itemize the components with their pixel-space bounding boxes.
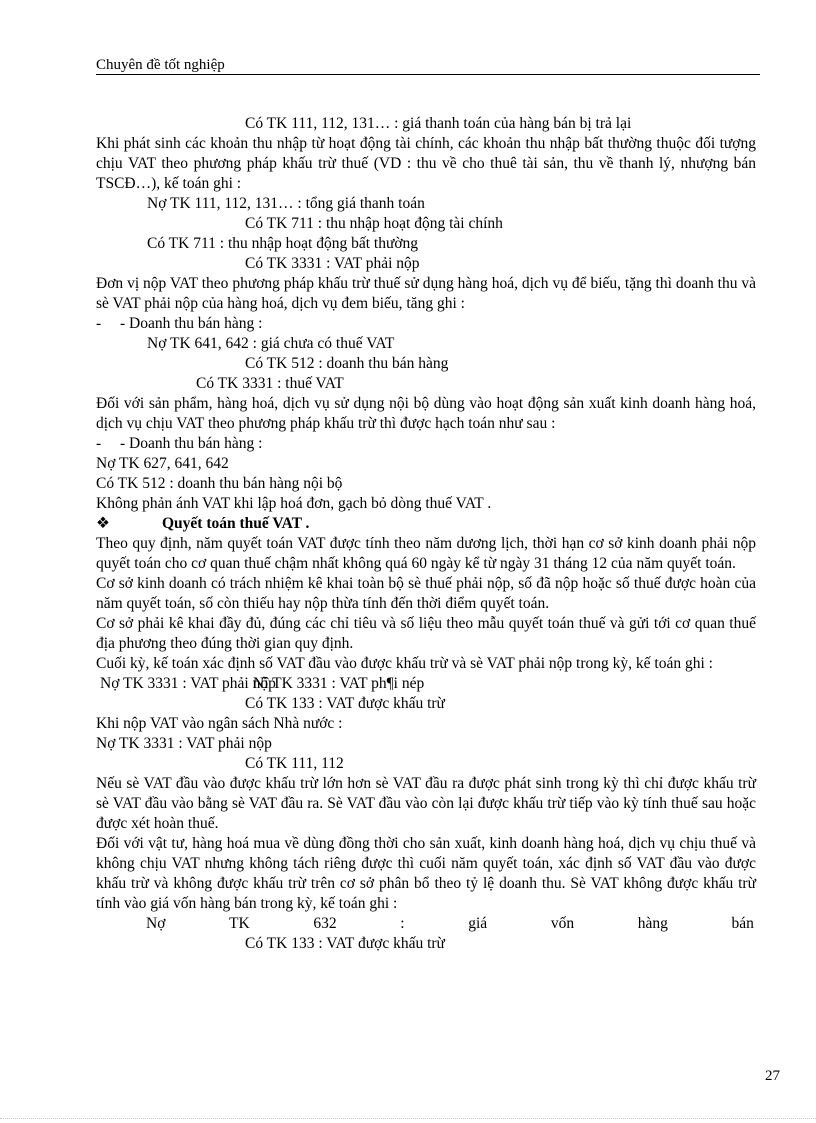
- section-heading-text: Quyết toán thuế VAT .: [162, 515, 310, 532]
- debit-entry-garbled: Nî TK 3331 : VAT ph¶i nép: [253, 675, 425, 692]
- word: TK: [229, 915, 250, 932]
- text-line: Có TK 512 : doanh thu bán hàng nội bộ: [96, 475, 343, 492]
- text-line: Nợ TK 111, 112, 131… : tổng giá thanh toán: [147, 195, 425, 212]
- diamond-bullet-icon: ❖: [96, 515, 110, 532]
- page-bottom-rule: [0, 1118, 816, 1119]
- paragraph: Cơ sở phải kê khai đầy đủ, đúng các chỉ tiêu và số liệu theo mẫu quyết toán thuế và gửi tới cơ quan thuế địa phương theo đúng thời gian quy định.: [96, 615, 756, 652]
- list-item-label: - Doanh thu bán hàng :: [120, 435, 263, 452]
- dash-marker: -: [96, 315, 102, 332]
- body-text: [96, 114, 756, 954]
- text-line: Có TK 133 : VAT được khấu trừ: [245, 935, 445, 952]
- section-heading: [96, 514, 756, 534]
- word: :: [400, 915, 405, 932]
- text-line: Nợ TK 627, 641, 642: [96, 455, 229, 472]
- entry-pair: [96, 674, 756, 694]
- word: 632: [313, 915, 337, 932]
- page-number: 27: [765, 1068, 780, 1084]
- text-line: Có TK 111, 112: [245, 755, 344, 772]
- page-header: Chuyên đề tốt nghiệp: [96, 57, 225, 73]
- list-item-label: - Doanh thu bán hàng :: [120, 315, 263, 332]
- list-item: [96, 434, 756, 454]
- word: vốn: [550, 915, 575, 932]
- spread-entry-line: [96, 914, 756, 934]
- paragraph: Cuối kỳ, kế toán xác định số VAT đầu vào được khấu trừ và sè VAT phải nộp trong kỳ, kế toán ghi :: [96, 655, 713, 672]
- text-line: Có TK 711 : thu nhập hoạt động bất thường: [147, 235, 419, 252]
- text-line: Có TK 3331 : thuế VAT: [196, 375, 344, 392]
- paragraph: Đối với sản phẩm, hàng hoá, dịch vụ sử dụng nội bộ dùng vào hoạt động sản xuất kinh doanh hàng hoá, dịch vụ chịu VAT theo phương pháp khấu trừ thì được hạch toán như sau :: [96, 395, 756, 432]
- text-line: Khi nộp VAT vào ngân sách Nhà nước :: [96, 715, 343, 732]
- text-line: Có TK 111, 112, 131… : giá thanh toán của hàng bán bị trả lại: [245, 115, 632, 132]
- paragraph: Đối với vật tư, hàng hoá mua về dùng đồng thời cho sản xuất, kinh doanh hàng hoá, dịch vụ chịu thuế và không chịu VAT nhưng không tách riêng được thì cuối năm quyết toán, xác định số VAT đầu vào được khấu trừ và không được khấu trừ trên cơ sở phân bổ theo tỷ lệ doanh thu. Sè VAT không được khấu trừ tính vào giá vốn hàng bán trong kỳ, kế toán ghi :: [96, 835, 756, 912]
- text-line: Có TK 133 : VAT được khấu trừ: [245, 695, 445, 712]
- dash-marker: -: [96, 435, 102, 452]
- header-rule: [96, 74, 760, 75]
- list-item: [96, 314, 756, 334]
- paragraph: Đơn vị nộp VAT theo phương pháp khấu trừ thuế sử dụng hàng hoá, dịch vụ để biếu, tặng thì doanh thu và sè VAT phải nộp của hàng hoá, dịch vụ đem biếu, tăng ghi :: [96, 275, 756, 312]
- debit-entry: Nợ TK 3331 : VAT phải nộp: [100, 675, 276, 692]
- word: hàng: [637, 915, 668, 932]
- paragraph: Nếu sè VAT đầu vào được khấu trừ lớn hơn sè VAT đầu ra được phát sinh trong kỳ thì chỉ được khấu trừ sè VAT đầu vào bằng sè VAT đầu ra. Sè VAT đầu vào còn lại được khấu trừ tiếp vào kỳ tính thuế sau hoặc được xét hoàn thuế.: [96, 775, 756, 832]
- paragraph: Theo quy định, năm quyết toán VAT được tính theo năm dương lịch, thời hạn cơ sở kinh doanh phải nộp quyết toán cho cơ quan thuế chậm nhất không quá 60 ngày kể từ ngày 31 tháng 12 của năm quyết toán.: [96, 535, 756, 572]
- word: Nợ: [146, 915, 166, 932]
- text-line: Có TK 512 : doanh thu bán hàng: [245, 355, 449, 372]
- paragraph: Cơ sở kinh doanh có trách nhiệm kê khai toàn bộ sè thuế phải nộp, số đã nộp hoặc số thuế được hoàn của năm quyết toán, số còn thiếu hay nộp thừa tính đến thời điểm quyết toán.: [96, 575, 756, 612]
- text-line: Nợ TK 641, 642 : giá chưa có thuế VAT: [147, 335, 395, 352]
- text-line: Có TK 3331 : VAT phải nộp: [245, 255, 420, 272]
- word: giá: [468, 915, 488, 932]
- text-line: Không phản ánh VAT khi lập hoá đơn, gạch bỏ dòng thuế VAT .: [96, 495, 492, 512]
- text-line: Nợ TK 3331 : VAT phải nộp: [96, 735, 272, 752]
- word: bán: [731, 915, 754, 932]
- paragraph: Khi phát sinh các khoản thu nhập từ hoạt động tài chính, các khoản thu nhập bất thường thuộc đối tượng chịu VAT theo phương pháp khấu trừ thuế (VD : thu về cho thuê tài sản, thu về thanh lý, nhượng bán TSCĐ…), kế toán ghi :: [96, 135, 756, 192]
- text-line: Có TK 711 : thu nhập hoạt động tài chính: [245, 215, 503, 232]
